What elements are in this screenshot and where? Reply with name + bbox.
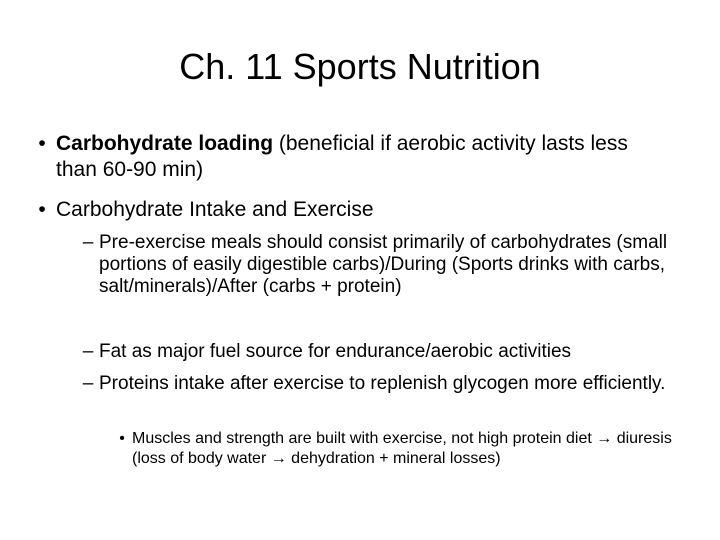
bullet-carbohydrate-loading [28,131,658,183]
bullet-carbohydrate-intake [28,197,658,223]
bullet-marker: • [38,132,46,155]
sub-bullet-text: Proteins intake after exercise to replenish glycogen more efficiently. [99,373,666,394]
sub-bullet-proteins [77,373,677,395]
sub-bullet-text: Pre-exercise meals should consist primarily of carbohydrates (small portions of easily digestible carbs)/During (Sports drinks with carbs, salt/minerals)/After (carbs + protein) [99,232,668,297]
dash-marker: – [82,341,94,362]
bullet-marker: • [38,198,46,221]
bullet-body-text: (beneficial if aerobic activity lasts less than 60-90 min) [56,132,628,181]
slide-title: Ch. 11 Sports Nutrition [179,46,541,87]
sub-bullet-pre-exercise [77,232,677,298]
bullet-marker: • [119,430,125,447]
dash-marker: – [82,373,94,394]
bullet-text: Carbohydrate Intake and Exercise [56,198,374,221]
sub-sub-bullet-text: Muscles and strength are built with exercise, not high protein diet → diuresis (loss of body water → dehydration + mineral losses) [132,430,672,467]
sub-bullet-text: Fat as major fuel source for endurance/aerobic activities [99,341,572,362]
bullet-text [56,131,656,183]
bullet-bold-text: Carbohydrate loading [56,132,274,155]
sub-sub-bullet-muscles [112,429,692,469]
dash-marker: – [82,232,94,253]
sub-bullet-fat [77,341,677,363]
